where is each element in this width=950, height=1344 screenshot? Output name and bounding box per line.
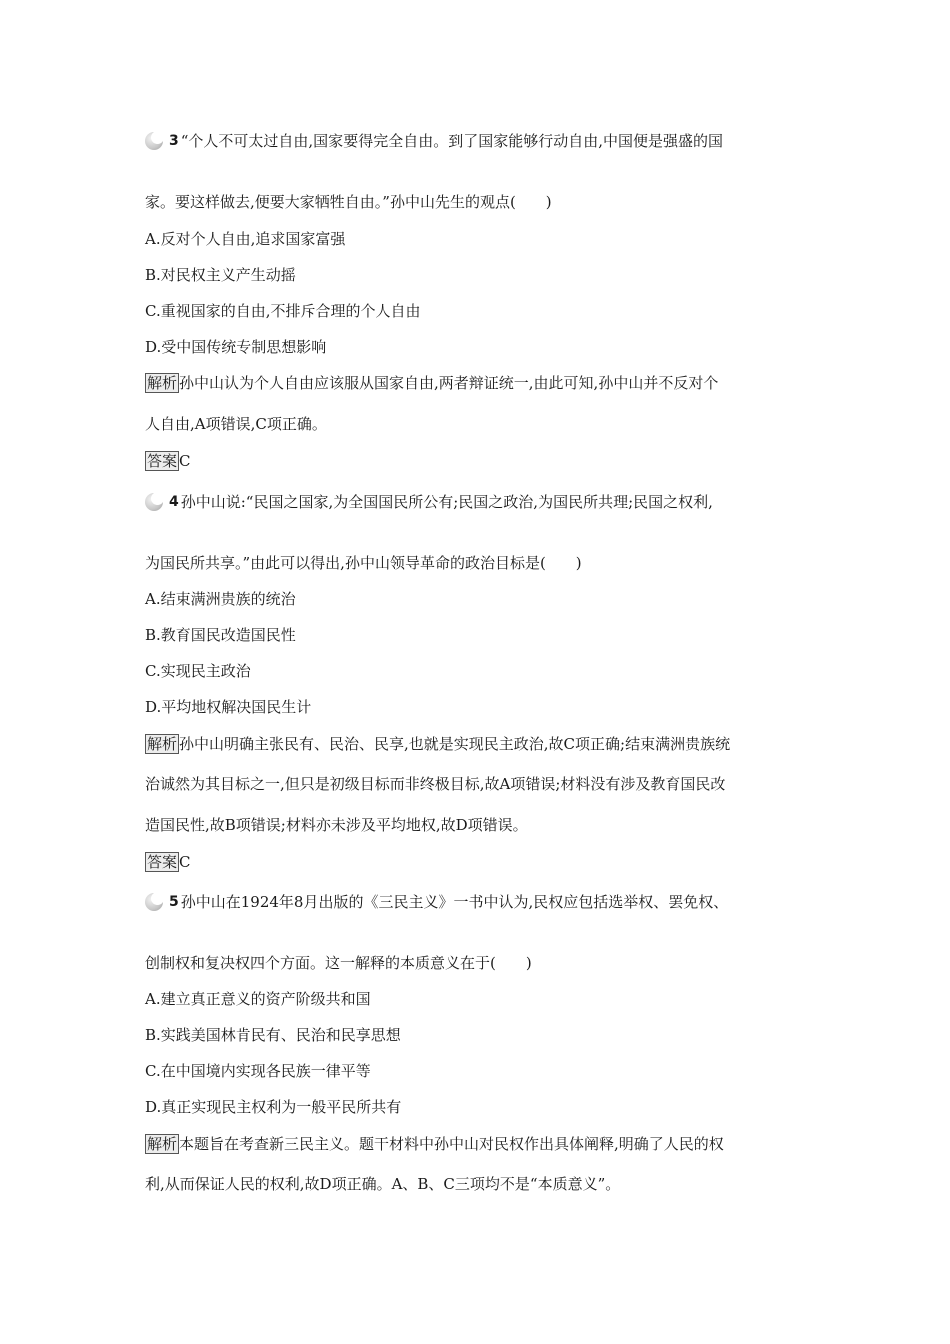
question-marker-icon bbox=[145, 492, 165, 512]
question-5-analysis-text-1: 本题旨在考查新三民主义。题干材料中孙中山对民权作出具体阐释,明确了人民的权 bbox=[179, 1135, 724, 1153]
question-5-analysis-line-2: 利,从而保证人民的权利,故D项正确。A、B、C三项均不是“本质意义”。 bbox=[145, 1175, 621, 1193]
question-3-analysis-line-1 bbox=[145, 373, 718, 393]
question-4-answer bbox=[145, 852, 191, 872]
question-4-answer-value: C bbox=[179, 853, 191, 871]
question-5-stem-text-1: 孙中山在1924年8月出版的《三民主义》一书中认为,民权应包括选举权、罢免权、 bbox=[180, 893, 729, 911]
analysis-label: 解析 bbox=[147, 735, 178, 753]
analysis-label: 解析 bbox=[147, 374, 178, 392]
question-4-analysis-line-3: 造国民性,故B项错误;材料亦未涉及平均地权,故D项错误。 bbox=[145, 816, 528, 834]
question-5-stem-line-2: 创制权和复决权四个方面。这一解释的本质意义在于( ) bbox=[145, 954, 532, 972]
question-5-option-a: A.建立真正意义的资产阶级共和国 bbox=[145, 990, 371, 1008]
question-4-stem-line-2: 为国民所共享。”由此可以得出,孙中山领导革命的政治目标是( ) bbox=[145, 554, 582, 572]
answer-label: 答案 bbox=[147, 853, 178, 871]
question-3-stem-line-2: 家。要这样做去,便要大家牺牲自由。”孙中山先生的观点( ) bbox=[145, 193, 552, 211]
question-3-option-a: A.反对个人自由,追求国家富强 bbox=[145, 230, 346, 248]
question-4-analysis-line-1 bbox=[145, 734, 730, 754]
question-5-option-c: C.在中国境内实现各民族一律平等 bbox=[145, 1062, 371, 1080]
question-3-option-c: C.重视国家的自由,不排斥合理的个人自由 bbox=[145, 302, 421, 320]
question-3-stem-text-1: “个人不可太过自由,国家要得完全自由。到了国家能够行动自由,中国便是强盛的国 bbox=[180, 132, 723, 150]
question-3-option-d: D.受中国传统专制思想影响 bbox=[145, 338, 327, 356]
question-4-stem-line-1 bbox=[145, 492, 713, 512]
question-3-analysis-text-1: 孙中山认为个人自由应该服从国家自由,两者辩证统一,由此可知,孙中山并不反对个 bbox=[179, 374, 719, 392]
question-4-option-b: B.教育国民改造国民性 bbox=[145, 626, 296, 644]
analysis-label: 解析 bbox=[147, 1135, 178, 1153]
question-marker-icon bbox=[145, 892, 165, 912]
question-3-analysis-line-2: 人自由,A项错误,C项正确。 bbox=[145, 415, 327, 433]
question-4-option-c: C.实现民主政治 bbox=[145, 662, 251, 680]
question-3-answer-value: C bbox=[179, 452, 191, 470]
question-4-option-d: D.平均地权解决国民生计 bbox=[145, 698, 312, 716]
question-3-number: 3 bbox=[169, 133, 179, 149]
question-4-analysis-text-1: 孙中山明确主张民有、民治、民享,也就是实现民主政治,故C项正确;结束满洲贵族统 bbox=[179, 735, 731, 753]
question-5-option-b: B.实践美国林肯民有、民治和民享思想 bbox=[145, 1026, 401, 1044]
question-marker-icon bbox=[145, 131, 165, 151]
question-5-stem-line-1 bbox=[145, 892, 728, 912]
answer-label: 答案 bbox=[147, 452, 178, 470]
question-5-analysis-line-1 bbox=[145, 1134, 724, 1154]
question-4-stem-text-1: 孙中山说:“民国之国家,为全国国民所公有;民国之政治,为国民所共理;民国之权利, bbox=[180, 493, 713, 511]
question-3-stem-line-1 bbox=[145, 131, 723, 151]
question-4-number: 4 bbox=[169, 494, 179, 510]
question-4-analysis-line-2: 治诚然为其目标之一,但只是初级目标而非终极目标,故A项错误;材料没有涉及教育国民改 bbox=[145, 775, 726, 793]
question-3-option-b: B.对民权主义产生动摇 bbox=[145, 266, 296, 284]
question-4-option-a: A.结束满洲贵族的统治 bbox=[145, 590, 296, 608]
question-5-number: 5 bbox=[169, 894, 179, 910]
question-3-answer bbox=[145, 451, 191, 471]
question-5-option-d: D.真正实现民主权利为一般平民所共有 bbox=[145, 1098, 402, 1116]
